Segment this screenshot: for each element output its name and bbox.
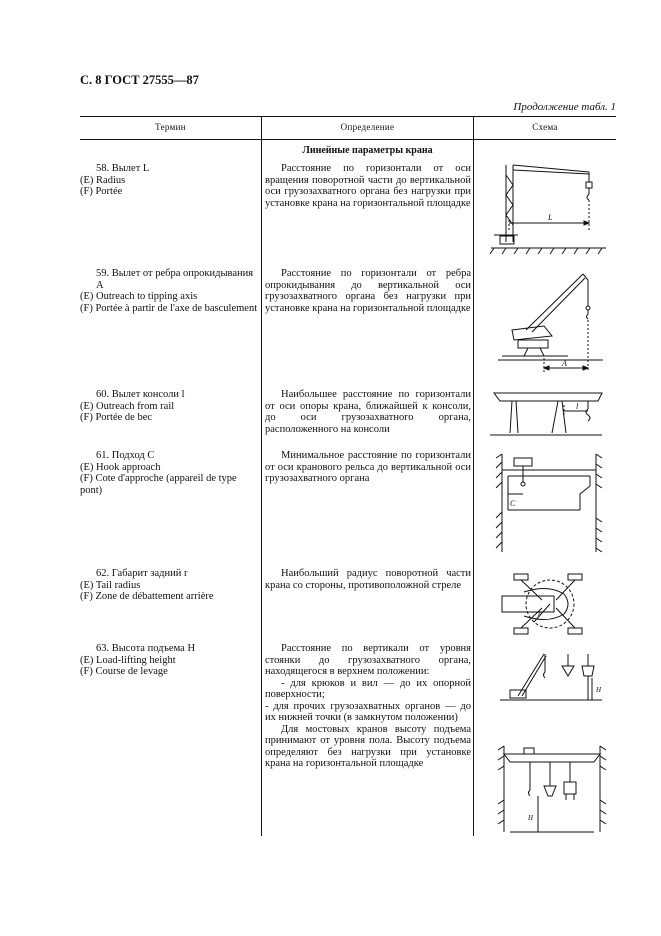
schema-dimension-label: H [528,814,534,822]
term-fr: (F) Portée de bec [80,412,153,423]
definition-63 [265,643,471,770]
page-title: С. 8 ГОСТ 27555—87 [80,73,199,87]
term-en: (E) Hook approach [80,461,161,473]
column-header-definition: Определение [340,122,395,132]
column-divider-2 [473,116,474,836]
definition-text: Минимальное расстояние по горизонтали от оси кранового рельса до вертикальной оси грузозахватного органа [265,450,471,484]
term-ru: 60. Вылет консоли l [96,389,185,400]
column-divider-1 [261,116,262,836]
term-fr: (F) Portée [80,186,123,197]
term-58 [80,163,258,198]
schema-dimension-label: A [562,359,567,368]
term-fr: (F) Course de levage [80,666,168,677]
definition-text: Расстояние по горизонтали от оси вращения поворотной части до вертикальной оси грузозахватного органа без нагрузки при установке крана на горизонтальной площадке [265,163,471,209]
schema-dimension-label: l [576,402,579,411]
schema-dimension-label: C [510,499,516,508]
schema-approach-diagram [492,452,608,554]
term-en: (E) Radius [80,174,126,186]
column-header-term: Термин [155,122,186,132]
term-fr: (F) Zone de débattement arrière [80,591,214,602]
term-en: (E) Load-lifting height [80,654,176,666]
schema-lift-height-bridge-diagram [496,744,608,836]
definition-text: - для прочих грузозахватных органов — до их нижней точки (в замкнутом положении) [265,700,471,723]
term-59 [80,268,258,314]
definition-61 [265,450,471,485]
term-ru: 61. Подход C [96,450,155,461]
definition-text: Наибольший радиус поворотной части крана со стороны, противоположной стреле [265,568,471,591]
schema-dimension-label: H [596,686,602,694]
definition-59 [265,268,471,314]
term-fr: (F) Portée à partir de l'axe de basculement [80,302,258,314]
section-title: Линейные параметры крана [302,145,433,156]
term-fr: (F) Cote d'approche (appareil de type pont) [80,473,237,496]
table-header-rule [80,139,616,140]
definition-58 [265,163,471,209]
schema-console-diagram [490,387,608,441]
term-63 [80,643,258,678]
term-en: (E) Tail radius [80,579,141,591]
term-60 [80,389,258,424]
table-top-rule [80,116,616,117]
term-en: (E) Outreach to tipping axis [80,291,198,302]
term-ru: 59. Вылет от ребра опрокидывания A [96,268,254,291]
term-en: (E) Outreach from rail [80,400,175,412]
schema-lift-height-crane-diagram [498,648,608,708]
column-header-schema: Схема [532,122,558,132]
definition-60 [265,389,471,435]
schema-dimension-label: r [538,609,542,618]
schema-dimension-label: L [548,213,553,222]
definition-text: Расстояние по горизонтали от ребра опрокидывания до вертикальной оси грузозахватного органа без нагрузки при установке крана на горизонтальной площадке [265,268,471,314]
term-ru: 58. Вылет L [96,163,150,174]
table-continuation-label: Продолжение табл. 1 [513,101,616,113]
term-62 [80,568,258,603]
definition-text: Наибольшее расстояние по горизонтали от оси опоры крана, ближайшей к консоли, до оси грузозахватного органа, расположенного на консоли [265,389,471,435]
definition-text: - для крюков и вил — до их опорной поверхности; [265,677,471,700]
term-ru: 63. Высота подъема H [96,643,196,654]
definition-text: Расстояние по вертикали от уровня стоянки до грузозахватного органа, находящегося в верхнем положении: [265,643,471,677]
schema-tail-radius-diagram [494,570,608,638]
term-61 [80,450,258,496]
term-ru: 62. Габарит задний r [96,568,188,579]
schema-radius-diagram [486,160,611,258]
schema-outreach-diagram [488,268,610,376]
definition-62 [265,568,471,591]
definition-text: Для мостовых кранов высоту подъема принимают от уровня пола. Высоту подъема определяют без нагрузки при установке крана на горизонтальной площадке [265,723,471,769]
